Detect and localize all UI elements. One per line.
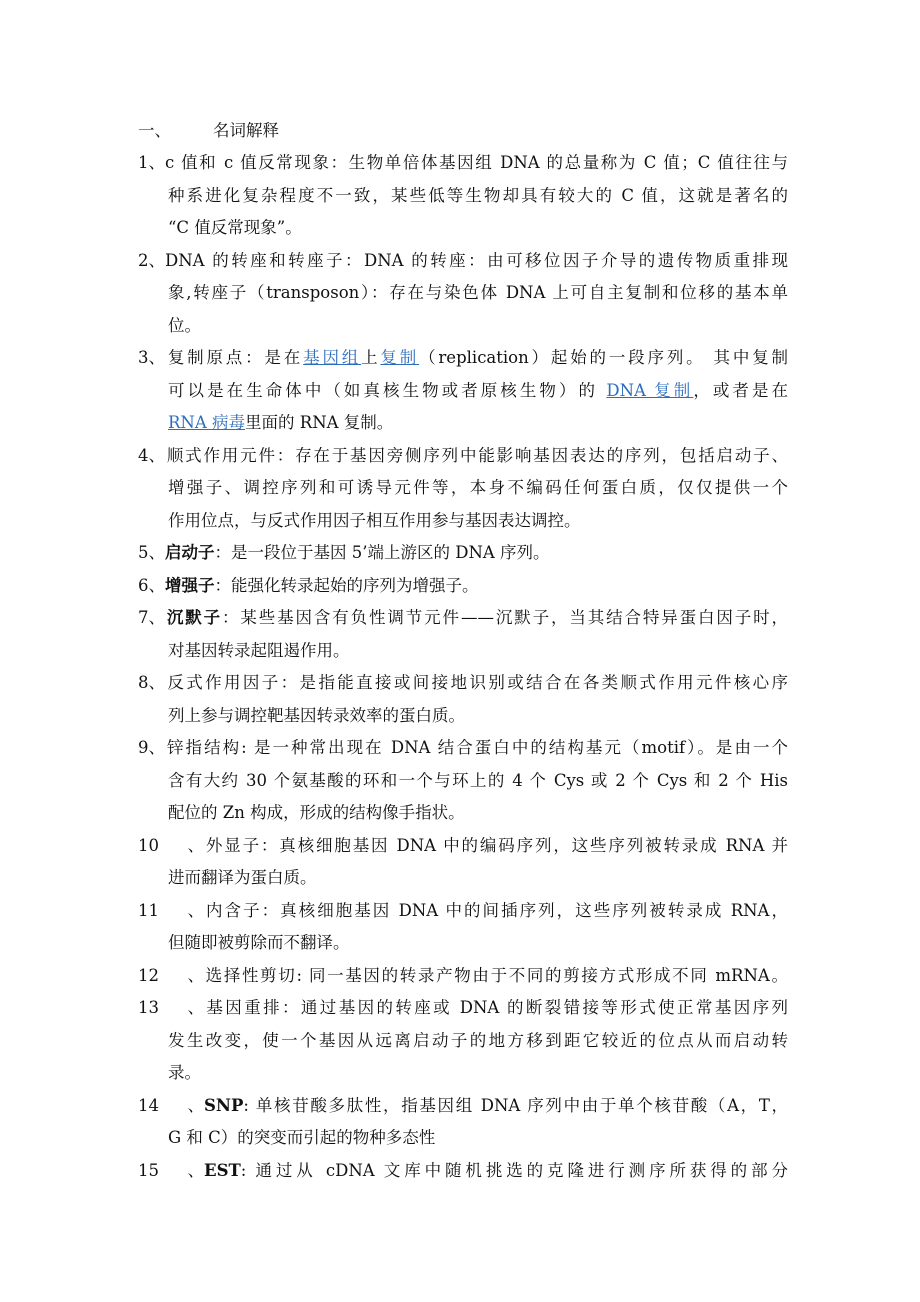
item-text: ：某些基因含有负性调节元件——沉默子，当其结合特异蛋白因子时， bbox=[222, 608, 789, 627]
section-number: 一、 bbox=[138, 121, 171, 140]
item-number: 13、 bbox=[138, 998, 204, 1017]
list-item bbox=[138, 898, 788, 963]
item-number: 11、 bbox=[138, 900, 204, 920]
rna-virus-link[interactable]: RNA 病毒 bbox=[168, 413, 246, 432]
item-term: 选择性剪切 bbox=[204, 965, 297, 985]
item-term: 启动子 bbox=[165, 543, 215, 562]
item-text: : 是一种常出现在 DNA 结合蛋白中的结构基元（motif）。是由一个 bbox=[241, 738, 788, 757]
item-text: : 同一基因的转录产物由于不同的剪接方式形成不同 mRNA。 bbox=[296, 965, 789, 985]
item-text: 列上参与调控靶基因转录效率的蛋白质。 bbox=[168, 705, 465, 725]
list-item bbox=[138, 248, 788, 346]
item-number: 5、 bbox=[138, 543, 165, 562]
item-number: 4、 bbox=[138, 445, 165, 465]
item-term: 复制原点 bbox=[165, 348, 246, 367]
list-item bbox=[138, 573, 788, 606]
item-text: （replication）起始的一段序列。 其中复制 bbox=[419, 348, 789, 367]
item-number: 12、 bbox=[138, 965, 204, 985]
item-number: 7、 bbox=[138, 608, 165, 627]
item-text: 象,转座子（transposon）：存在与染色体 DNA 上可自主复制和位移的基本单 bbox=[168, 283, 788, 302]
item-text: 作用位点，与反式作用因子相互作用参与基因表达调控。 bbox=[168, 510, 581, 530]
item-text: 里面的 RNA 复制。 bbox=[245, 413, 394, 432]
list-item bbox=[138, 1093, 788, 1158]
item-text: 但随即被剪除而不翻译。 bbox=[168, 933, 350, 952]
item-term: 内含子 bbox=[204, 900, 262, 920]
list-item bbox=[138, 963, 788, 996]
item-text: 发生改变，使一个基因从远离启动子的地方移到距它较近的位点从而启动转 bbox=[168, 1030, 788, 1050]
item-term: c 值和 c 值反常现象 bbox=[165, 153, 331, 172]
list-item bbox=[138, 605, 788, 670]
item-text: ：生物单倍体基因组 DNA 的总量称为 C 值；C 值往往与 bbox=[330, 153, 788, 172]
item-number: 1、 bbox=[138, 153, 165, 172]
item-term: 沉默子 bbox=[165, 608, 223, 627]
item-text: 录。 bbox=[168, 1063, 201, 1082]
item-number: 8、 bbox=[138, 673, 165, 692]
item-text: 位。 bbox=[168, 315, 201, 335]
section-title-text: 名词解释 bbox=[213, 121, 279, 140]
item-text: ：真核细胞基因 DNA 中的编码序列，这些序列被转录成 RNA 并 bbox=[260, 835, 788, 855]
list-item bbox=[138, 443, 788, 541]
list-item bbox=[138, 833, 788, 898]
item-term: DNA 的转座和转座子 bbox=[165, 250, 346, 270]
item-text: 增强子、调控序列和可诱导元件等，本身不编码任何蛋白质，仅仅提供一个 bbox=[168, 478, 788, 497]
item-text: ：存在于基因旁侧序列中能影响基因表达的序列，包括启动子、 bbox=[276, 445, 789, 465]
item-text: 进而翻译为蛋白质。 bbox=[168, 868, 317, 887]
item-term: 反式作用因子 bbox=[165, 673, 281, 692]
item-term: EST bbox=[204, 1160, 241, 1180]
item-number: 3、 bbox=[138, 348, 165, 367]
list-item bbox=[138, 670, 788, 735]
item-text: G 和 C）的突变而引起的物种多态性 bbox=[168, 1128, 436, 1147]
item-text: ：通过基因的转座或 DNA 的断裂错接等形式使正常基因序列 bbox=[282, 998, 789, 1017]
item-text: 上 bbox=[361, 348, 381, 367]
item-text: ，或者是在 bbox=[693, 380, 789, 400]
item-text: ：是在 bbox=[245, 348, 304, 367]
dna-replication-link[interactable]: DNA 复制 bbox=[606, 380, 694, 400]
item-text: 对基因转录起阻遏作用。 bbox=[168, 640, 350, 660]
item-text: 配位的 Zn 构成，形成的结构像手指状。 bbox=[168, 803, 465, 822]
item-term: 锌指结构 bbox=[165, 738, 242, 757]
section-heading bbox=[138, 118, 279, 144]
item-term: 外显子 bbox=[204, 835, 261, 855]
item-text: : 通过从 cDNA 文库中随机挑选的克隆进行测序所获得的部分 bbox=[240, 1160, 788, 1180]
item-number: 14、 bbox=[138, 1095, 204, 1115]
list-item bbox=[138, 345, 788, 443]
item-number: 9、 bbox=[138, 738, 165, 757]
item-text: ：是指能直接或间接地识别或结合在各类顺式作用元件核心序 bbox=[280, 673, 789, 692]
item-number: 2、 bbox=[138, 250, 165, 270]
genome-link[interactable]: 基因组 bbox=[303, 348, 362, 367]
list-item bbox=[138, 995, 788, 1093]
replication-link[interactable]: 复制 bbox=[380, 348, 420, 367]
item-term: 顺式作用元件 bbox=[165, 445, 277, 465]
item-text: 可以是在生命体中（如真核生物或者原核生物）的 bbox=[168, 380, 607, 400]
item-term: 增强子 bbox=[165, 575, 215, 595]
list-item bbox=[138, 150, 788, 248]
list-item bbox=[138, 540, 788, 573]
list-item bbox=[138, 1158, 788, 1191]
item-text: ：能强化转录起始的序列为增强子。 bbox=[214, 575, 479, 595]
item-text: : 单核苷酸多肽性，指基因组 DNA 序列中由于单个核苷酸（A，T， bbox=[243, 1095, 788, 1115]
item-text: “C 值反常现象”。 bbox=[168, 218, 302, 237]
item-number: 10、 bbox=[138, 835, 204, 855]
item-text: 含有大约 30 个氨基酸的环和一个与环上的 4 个 Cys 或 2 个 Cys 和 2 个 His bbox=[168, 770, 788, 790]
item-term: 基因重排 bbox=[204, 998, 282, 1017]
item-text: ：真核细胞基因 DNA 中的间插序列，这些序列被转录成 RNA， bbox=[261, 900, 789, 920]
item-text: ：是一段位于基因 5’端上游区的 DNA 序列。 bbox=[214, 543, 550, 562]
item-term: SNP bbox=[204, 1095, 244, 1115]
item-number: 6、 bbox=[138, 575, 165, 595]
list-item bbox=[138, 735, 788, 833]
item-text: ：DNA 的转座：由可移位因子介导的遗传物质重排现 bbox=[345, 250, 789, 270]
item-text: 种系进化复杂程度不一致，某些低等生物却具有较大的 C 值，这就是著名的 bbox=[168, 185, 788, 205]
item-number: 15、 bbox=[138, 1160, 204, 1180]
